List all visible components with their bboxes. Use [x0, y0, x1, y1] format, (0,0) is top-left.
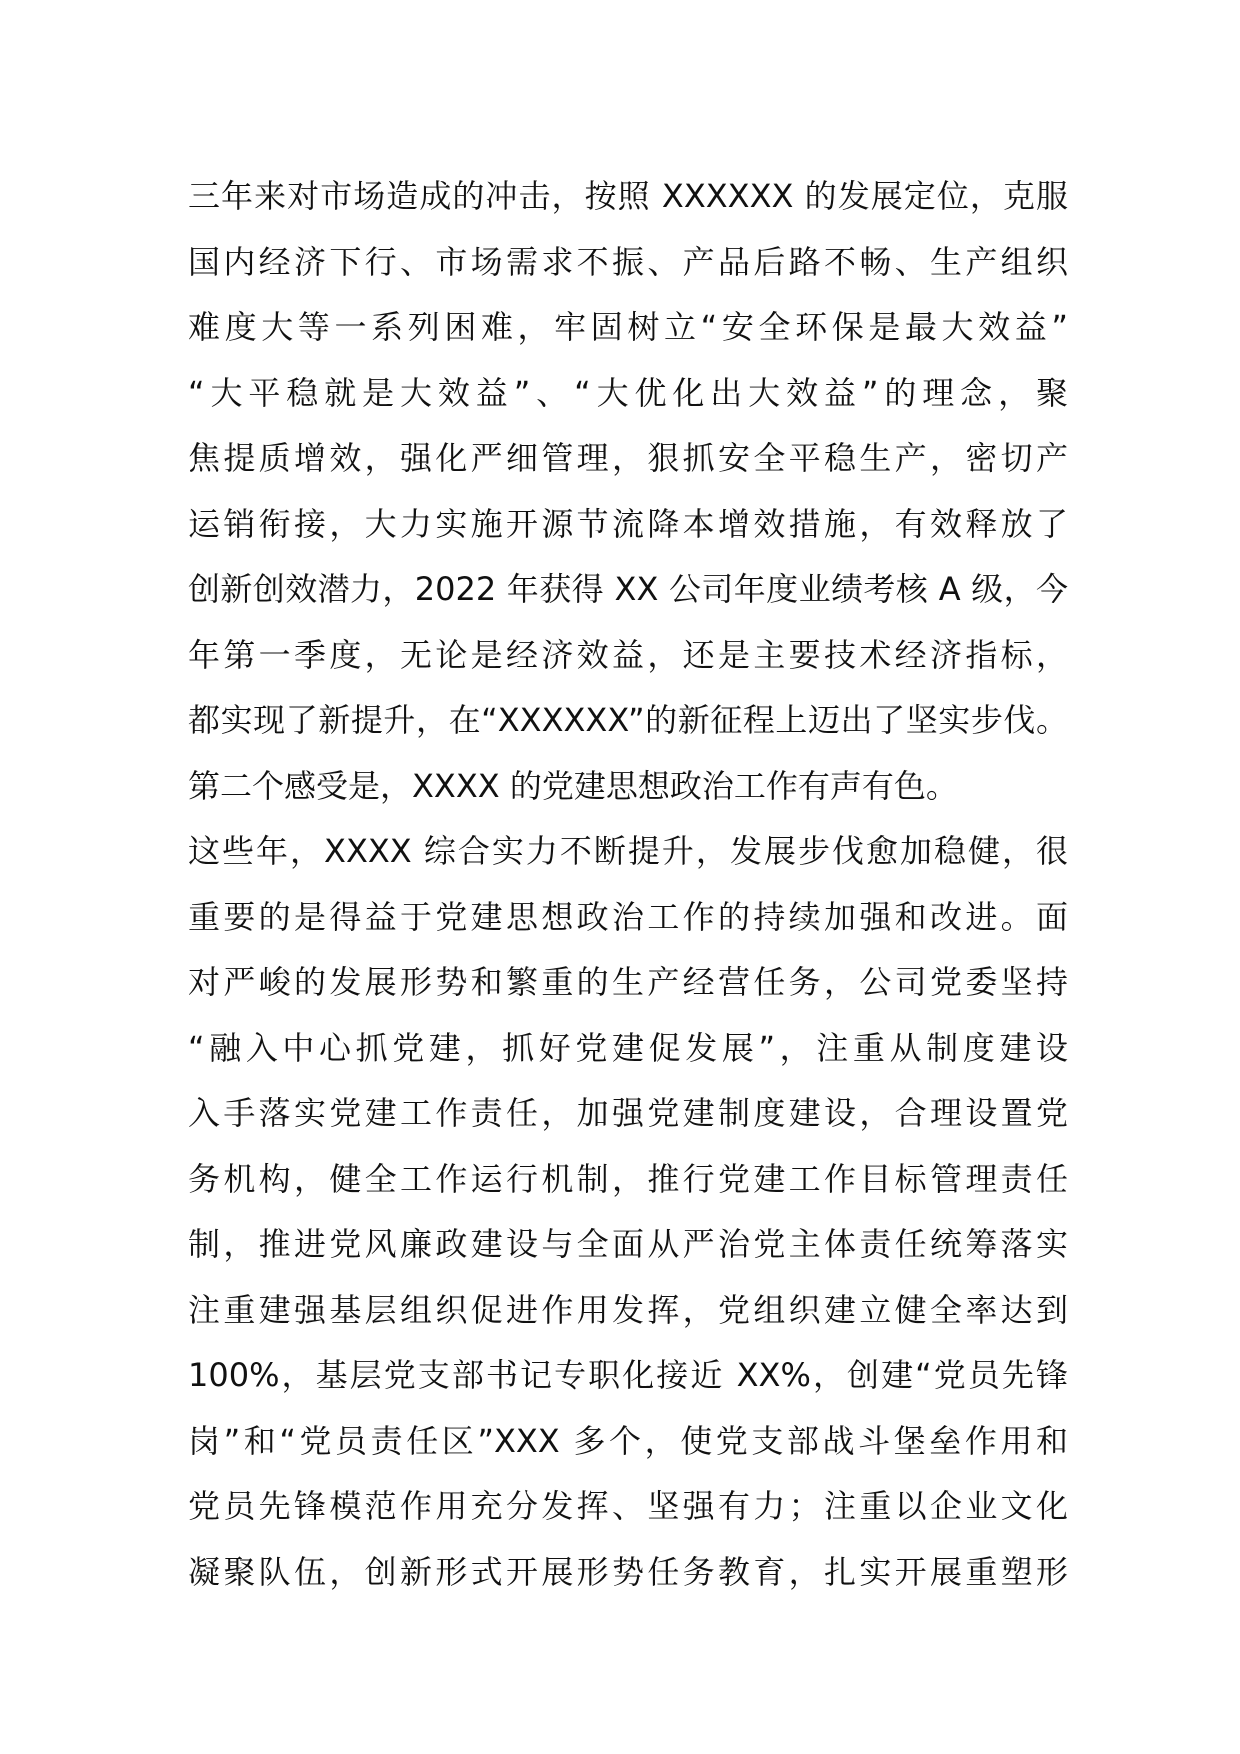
- text-line: 难度大等一系列困难，牢固树立“安全环保是最大效益”: [188, 308, 1068, 346]
- text-line: 第二个感受是，XXXX 的党建思想政治工作有声有色。: [188, 766, 958, 805]
- text-line: 都实现了新提升，在“XXXXXX”的新征程上迈出了坚实步伐。: [188, 701, 1068, 739]
- text-line: 年第一季度，无论是经济效益，还是主要技术经济指标，: [188, 635, 1068, 674]
- text-line: 三年来对市场造成的冲击，按照 XXXXXX 的发展定位，克服: [188, 177, 1068, 215]
- text-line: 岗”和“党员责任区”XXX 多个，使党支部战斗堡垒作用和: [188, 1421, 1068, 1460]
- text-line: 重要的是得益于党建思想政治工作的持续加强和改进。面: [188, 897, 1068, 936]
- text-line: 党员先锋模范作用充分发挥、坚强有力；注重以企业文化: [188, 1487, 1068, 1525]
- text-line: 对严峻的发展形势和繁重的生产经营任务，公司党委坚持: [188, 963, 1068, 1001]
- text-line: 运销衔接，大力实施开源节流降本增效措施，有效释放了: [188, 504, 1068, 543]
- text-line: 制，推进党风廉政建设与全面从严治党主体责任统筹落实: [188, 1225, 1068, 1263]
- text-line: 入手落实党建工作责任，加强党建制度建设，合理设置党: [188, 1094, 1068, 1132]
- text-line: 焦提质增效，强化严细管理，狠抓安全平稳生产，密切产: [188, 439, 1068, 477]
- text-line: 国内经济下行、市场需求不振、产品后路不畅、生产组织: [188, 242, 1068, 281]
- text-line: 注重建强基层组织促进作用发挥，党组织建立健全率达到: [188, 1290, 1068, 1329]
- body-text: [188, 164, 1068, 1605]
- text-line: 这些年，XXXX 综合实力不断提升，发展步伐愈加稳健，很: [188, 832, 1068, 870]
- text-line: 凝聚队伍，创新形式开展形势任务教育，扎实开展重塑形: [188, 1552, 1068, 1591]
- text-line: 100%，基层党支部书记专职化接近 XX%，创建“党员先锋: [188, 1356, 1068, 1394]
- text-line: 创新创效潜力，2022 年获得 XX 公司年度业绩考核 A 级，今: [188, 570, 1068, 608]
- text-line: “融入中心抓党建，抓好党建促发展”，注重从制度建设: [188, 1028, 1068, 1067]
- text-line: “大平稳就是大效益”、“大优化出大效益”的理念，聚: [188, 373, 1068, 412]
- text-line: 务机构，健全工作运行机制，推行党建工作目标管理责任: [188, 1159, 1068, 1198]
